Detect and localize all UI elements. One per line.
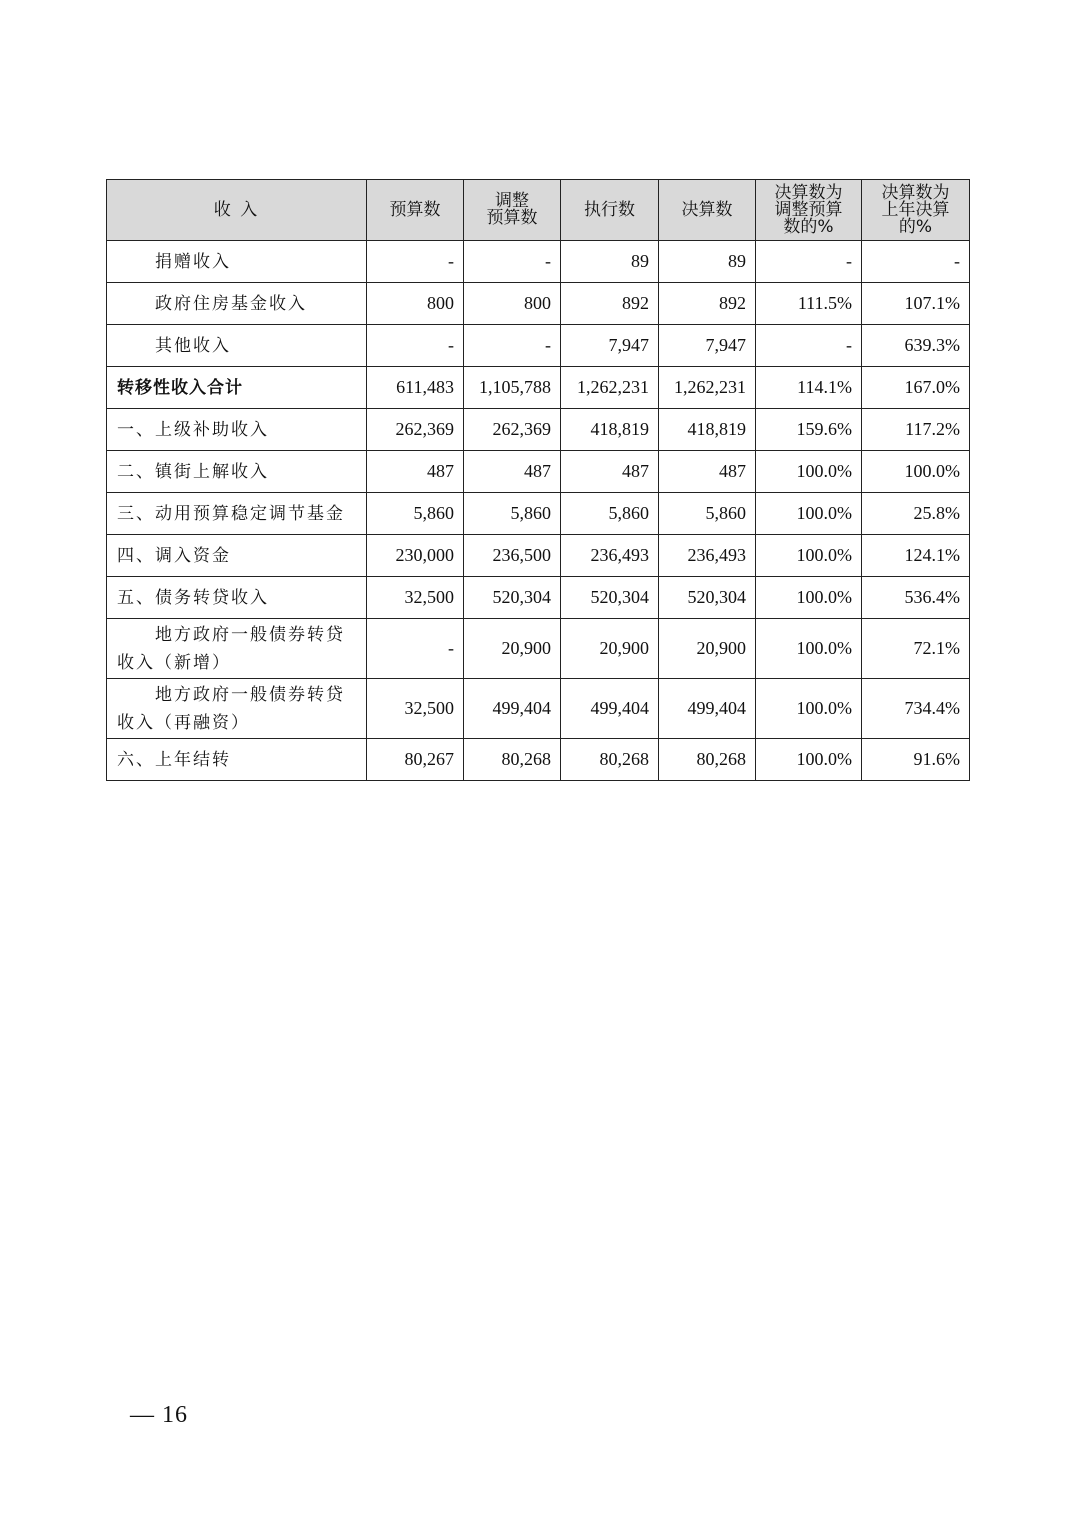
cell-value: 499,404 <box>464 679 561 739</box>
row-label: 捐赠收入 <box>107 241 367 283</box>
row-label: 二、镇街上解收入 <box>107 451 367 493</box>
table-row <box>107 451 970 493</box>
cell-value: 100.0% <box>756 739 862 781</box>
cell-value: 236,493 <box>659 535 756 577</box>
cell-value: 487 <box>659 451 756 493</box>
cell-value: 100.0% <box>756 619 862 679</box>
cell-value: 5,860 <box>464 493 561 535</box>
cell-value: 5,860 <box>659 493 756 535</box>
cell-value: 32,500 <box>367 679 464 739</box>
header-final-accounts: 决算数 <box>659 180 756 241</box>
cell-value: 418,819 <box>561 409 659 451</box>
cell-value: 111.5% <box>756 283 862 325</box>
cell-value: 487 <box>561 451 659 493</box>
row-label: 政府住房基金收入 <box>107 283 367 325</box>
table-row <box>107 739 970 781</box>
cell-value: 100.0% <box>756 451 862 493</box>
row-label: 其他收入 <box>107 325 367 367</box>
table-row <box>107 283 970 325</box>
cell-value: 107.1% <box>862 283 970 325</box>
cell-value: 1,105,788 <box>464 367 561 409</box>
cell-value: 80,267 <box>367 739 464 781</box>
cell-value: 800 <box>464 283 561 325</box>
cell-value: 520,304 <box>659 577 756 619</box>
cell-value: 114.1% <box>756 367 862 409</box>
table-row <box>107 409 970 451</box>
cell-value: - <box>464 241 561 283</box>
cell-value: 100.0% <box>756 679 862 739</box>
cell-value: 100.0% <box>756 535 862 577</box>
row-label: 三、动用预算稳定调节基金 <box>107 493 367 535</box>
cell-value: 487 <box>367 451 464 493</box>
cell-value: 520,304 <box>464 577 561 619</box>
row-label: 一、上级补助收入 <box>107 409 367 451</box>
cell-value: - <box>756 325 862 367</box>
row-label: 四、调入资金 <box>107 535 367 577</box>
cell-value: 639.3% <box>862 325 970 367</box>
cell-value: 100.0% <box>862 451 970 493</box>
table-row <box>107 241 970 283</box>
cell-value: - <box>367 241 464 283</box>
row-label: 五、债务转贷收入 <box>107 577 367 619</box>
cell-value: 487 <box>464 451 561 493</box>
cell-value: 236,500 <box>464 535 561 577</box>
income-table <box>106 179 970 781</box>
cell-value: 262,369 <box>367 409 464 451</box>
cell-value: 167.0% <box>862 367 970 409</box>
cell-value: 20,900 <box>464 619 561 679</box>
cell-value: 7,947 <box>561 325 659 367</box>
table-row <box>107 619 970 679</box>
row-label: 六、上年结转 <box>107 739 367 781</box>
cell-value: 7,947 <box>659 325 756 367</box>
cell-value: 159.6% <box>756 409 862 451</box>
table-row <box>107 577 970 619</box>
row-label: 转移性收入合计 <box>107 367 367 409</box>
table-row-subtotal <box>107 367 970 409</box>
header-budget: 预算数 <box>367 180 464 241</box>
header-adjusted-budget: 调整 预算数 <box>464 180 561 241</box>
cell-value: 100.0% <box>756 493 862 535</box>
cell-value: - <box>367 325 464 367</box>
cell-value: 499,404 <box>659 679 756 739</box>
cell-value: 20,900 <box>561 619 659 679</box>
cell-value: - <box>756 241 862 283</box>
cell-value: - <box>464 325 561 367</box>
cell-value: 89 <box>659 241 756 283</box>
cell-value: 1,262,231 <box>561 367 659 409</box>
cell-value: 892 <box>561 283 659 325</box>
table-row <box>107 325 970 367</box>
header-executed: 执行数 <box>561 180 659 241</box>
cell-value: - <box>862 241 970 283</box>
table-row <box>107 493 970 535</box>
cell-value: 117.2% <box>862 409 970 451</box>
row-label: 地方政府一般债券转贷收入（再融资） <box>107 679 367 739</box>
header-pct-of-adjusted: 决算数为 调整预算 数的% <box>756 180 862 241</box>
cell-value: 80,268 <box>561 739 659 781</box>
cell-value: 262,369 <box>464 409 561 451</box>
cell-value: - <box>367 619 464 679</box>
table-row <box>107 679 970 739</box>
cell-value: 230,000 <box>367 535 464 577</box>
row-label: 地方政府一般债券转贷收入（新增） <box>107 619 367 679</box>
header-income: 收 入 <box>107 180 367 241</box>
cell-value: 91.6% <box>862 739 970 781</box>
cell-value: 418,819 <box>659 409 756 451</box>
cell-value: 520,304 <box>561 577 659 619</box>
cell-value: 72.1% <box>862 619 970 679</box>
table-row <box>107 535 970 577</box>
cell-value: 800 <box>367 283 464 325</box>
cell-value: 32,500 <box>367 577 464 619</box>
cell-value: 20,900 <box>659 619 756 679</box>
cell-value: 100.0% <box>756 577 862 619</box>
cell-value: 5,860 <box>561 493 659 535</box>
cell-value: 25.8% <box>862 493 970 535</box>
cell-value: 124.1% <box>862 535 970 577</box>
table-header-row <box>107 180 970 241</box>
header-pct-of-last-year: 决算数为 上年决算 的% <box>862 180 970 241</box>
cell-value: 536.4% <box>862 577 970 619</box>
cell-value: 80,268 <box>464 739 561 781</box>
cell-value: 499,404 <box>561 679 659 739</box>
cell-value: 89 <box>561 241 659 283</box>
page-number: — 16 <box>130 1402 188 1428</box>
cell-value: 236,493 <box>561 535 659 577</box>
cell-value: 80,268 <box>659 739 756 781</box>
cell-value: 5,860 <box>367 493 464 535</box>
cell-value: 611,483 <box>367 367 464 409</box>
cell-value: 1,262,231 <box>659 367 756 409</box>
cell-value: 892 <box>659 283 756 325</box>
cell-value: 734.4% <box>862 679 970 739</box>
